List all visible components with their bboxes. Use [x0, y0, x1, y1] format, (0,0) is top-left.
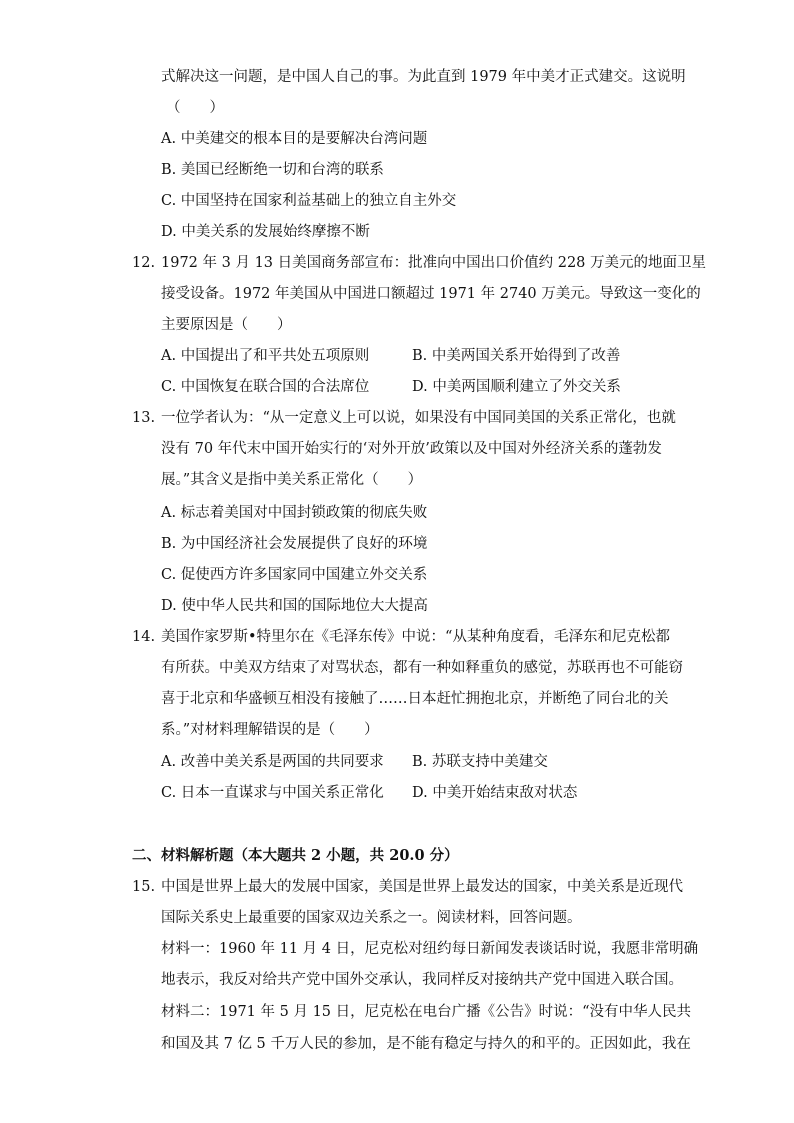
q12-option-d: D. 中美两国顺利建立了外交关系: [412, 379, 621, 395]
q11-stem-line-2: （ ）: [166, 100, 224, 116]
q14-stem-line-2: 有所获。中美双方结束了对骂状态，都有一种如释重负的感觉，苏联再也不可能窃: [161, 660, 683, 676]
q12-number: 12.: [132, 255, 156, 271]
q13-option-a: A. 标志着美国对中国封锁政策的彻底失败: [161, 505, 428, 521]
q14-stem-line-3: 喜于北京和华盛顿互相没有接触了……日本赶忙拥抱北京，并断绝了同台北的关: [161, 691, 669, 707]
q11-option-c: C. 中国坚持在国家利益基础上的独立自主外交: [161, 193, 457, 209]
q15-number: 15.: [132, 879, 156, 895]
q15-line-1: 中国是世界上最大的发展中国家，美国是世界上最发达的国家，中美关系是近现代: [161, 879, 683, 895]
q14-option-a: A. 改善中美关系是两国的共同要求: [161, 754, 384, 770]
q15-material-2-line-1: 材料二：1971 年 5 月 15 日，尼克松在电台广播《公告》时说：“没有中华人民共: [161, 1004, 692, 1020]
q13-stem-line-3: 展。”其含义是指中美关系正常化（ ）: [161, 472, 423, 488]
q11-stem-line-1: 式解决这一问题，是中国人自己的事。为此直到 1979 年中美才正式建交。这说明: [161, 69, 686, 85]
q15-material-2-line-2: 和国及其 7 亿 5 千万人民的参加，是不能有稳定与持久的和平的。正因如此，我在: [161, 1036, 691, 1052]
q11-option-d: D. 中美关系的发展始终摩擦不断: [161, 224, 370, 240]
q14-number: 14.: [132, 629, 156, 645]
q12-stem-line-3: 主要原因是（ ）: [161, 317, 292, 333]
q13-option-c: C. 促使西方许多国家同中国建立外交关系: [161, 567, 428, 583]
q12-option-c: C. 中国恢复在联合国的合法席位: [161, 379, 370, 395]
section-2-heading: 二、材料解析题（本大题共 2 小题，共 20.0 分）: [132, 847, 459, 864]
q14-stem-line-4: 系。”对材料理解错误的是（ ）: [161, 722, 379, 738]
q15-line-2: 国际关系史上最重要的国家双边关系之一。阅读材料，回答问题。: [161, 910, 582, 926]
q14-option-c: C. 日本一直谋求与中国关系正常化: [161, 785, 384, 801]
q12-stem-line-2: 接受设备。1972 年美国从中国进口额超过 1971 年 2740 万美元。导致这一变化的: [161, 286, 701, 302]
q12-stem-line-1: 1972 年 3 月 13 日美国商务部宣布：批准向中国出口价值约 228 万美元的地面卫星: [161, 255, 707, 271]
q13-number: 13.: [132, 410, 156, 426]
q12-option-a: A. 中国提出了和平共处五项原则: [161, 348, 370, 364]
q15-material-1-line-1: 材料一：1960 年 11 月 4 日，尼克松对纽约每日新闻发表谈话时说，我愿非常明确: [161, 941, 699, 957]
q13-stem-line-1: 一位学者认为：“从一定意义上可以说，如果没有中国同美国的关系正常化，也就: [161, 410, 676, 426]
q11-option-b: B. 美国已经断绝一切和台湾的联系: [161, 162, 384, 178]
q14-option-d: D. 中美开始结束敌对状态: [412, 785, 578, 801]
q15-material-1-line-2: 地表示，我反对给共产党中国外交承认，我同样反对接纳共产党中国进入联合国。: [161, 972, 683, 988]
q14-stem-line-1: 美国作家罗斯•特里尔在《毛泽东传》中说：“从某种角度看，毛泽东和尼克松都: [161, 629, 670, 645]
q14-option-b: B. 苏联支持中美建交: [412, 754, 548, 770]
q13-option-d: D. 使中华人民共和国的国际地位大大提高: [161, 598, 428, 614]
q11-option-a: A. 中美建交的根本目的是要解决台湾问题: [161, 131, 428, 147]
q13-option-b: B. 为中国经济社会发展提供了良好的环境: [161, 536, 428, 552]
q12-option-b: B. 中美两国关系开始得到了改善: [412, 348, 621, 364]
q13-stem-line-2: 没有 70 年代末中国开始实行的‘对外开放’政策以及中国对外经济关系的蓬勃发: [161, 441, 662, 457]
